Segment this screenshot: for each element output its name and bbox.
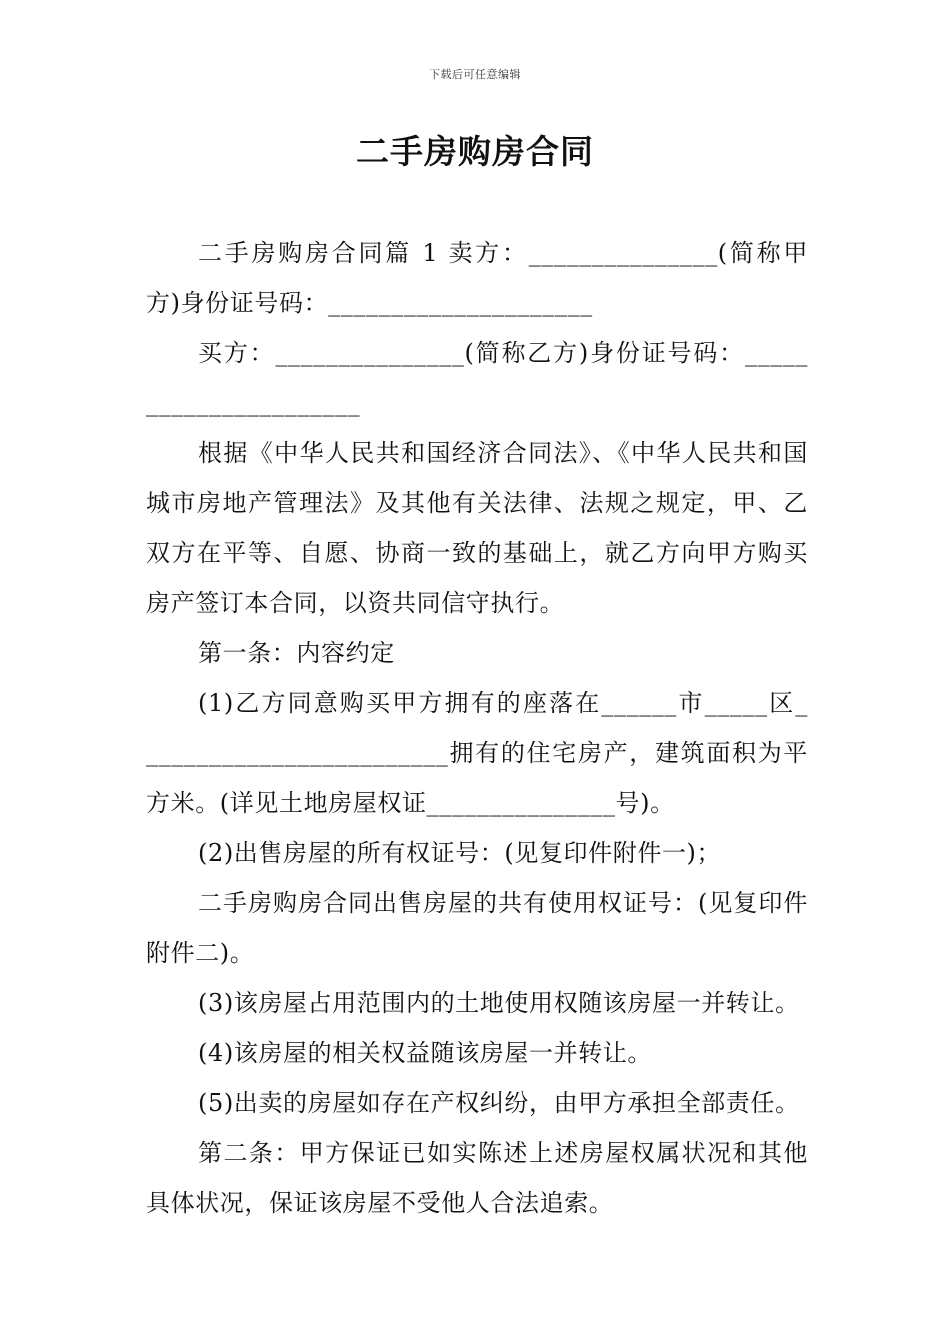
clause-5: (5)出卖的房屋如存在产权纠纷，由甲方承担全部责任。 xyxy=(198,1089,800,1117)
clause-2: (2)出售房屋的所有权证号：(见复印件附件一)； xyxy=(198,839,722,867)
article-1-heading: 第一条：内容约定 xyxy=(198,639,395,667)
clause-3: (3)该房屋占用范围内的土地使用权随该房屋一并转让。 xyxy=(198,989,800,1017)
document-body xyxy=(146,228,808,1228)
document-title: 二手房购房合同 xyxy=(356,132,594,171)
article-2: 第二条：甲方保证已如实陈述上述房屋权属状况和其他具体状况，保证该房屋不受他人合法追索。 xyxy=(146,1139,808,1217)
paragraph-basis: 根据《中华人民共和国经济合同法》、《中华人民共和国城市房地产管理法》及其他有关法律、法规之规定，甲、乙双方在平等、自愿、协商一致的基础上，就乙方向甲方购买房产签订本合同，以资共同信守执行。 xyxy=(146,439,808,617)
header-note: 下载后可任意编辑 xyxy=(429,68,521,81)
clause-4: (4)该房屋的相关权益随该房屋一并转让。 xyxy=(198,1039,652,1067)
clause-2-shared-use: 二手房购房合同出售房屋的共有使用权证号：(见复印件附件二)。 xyxy=(146,889,808,967)
clause-1: (1)乙方同意购买甲方拥有的座落在______市_____区_ ________________________拥有的住宅房产，建筑面积为平方米。(详见土地房屋权证_______________号)。 xyxy=(146,689,808,817)
paragraph-seller: 二手房购房合同篇 1 卖方：_______________(简称甲方)身份证号码：_____________________ xyxy=(146,239,808,317)
paragraph-buyer: 买方：_______________(简称乙方)身份证号码：_____ _________________ xyxy=(146,339,808,417)
